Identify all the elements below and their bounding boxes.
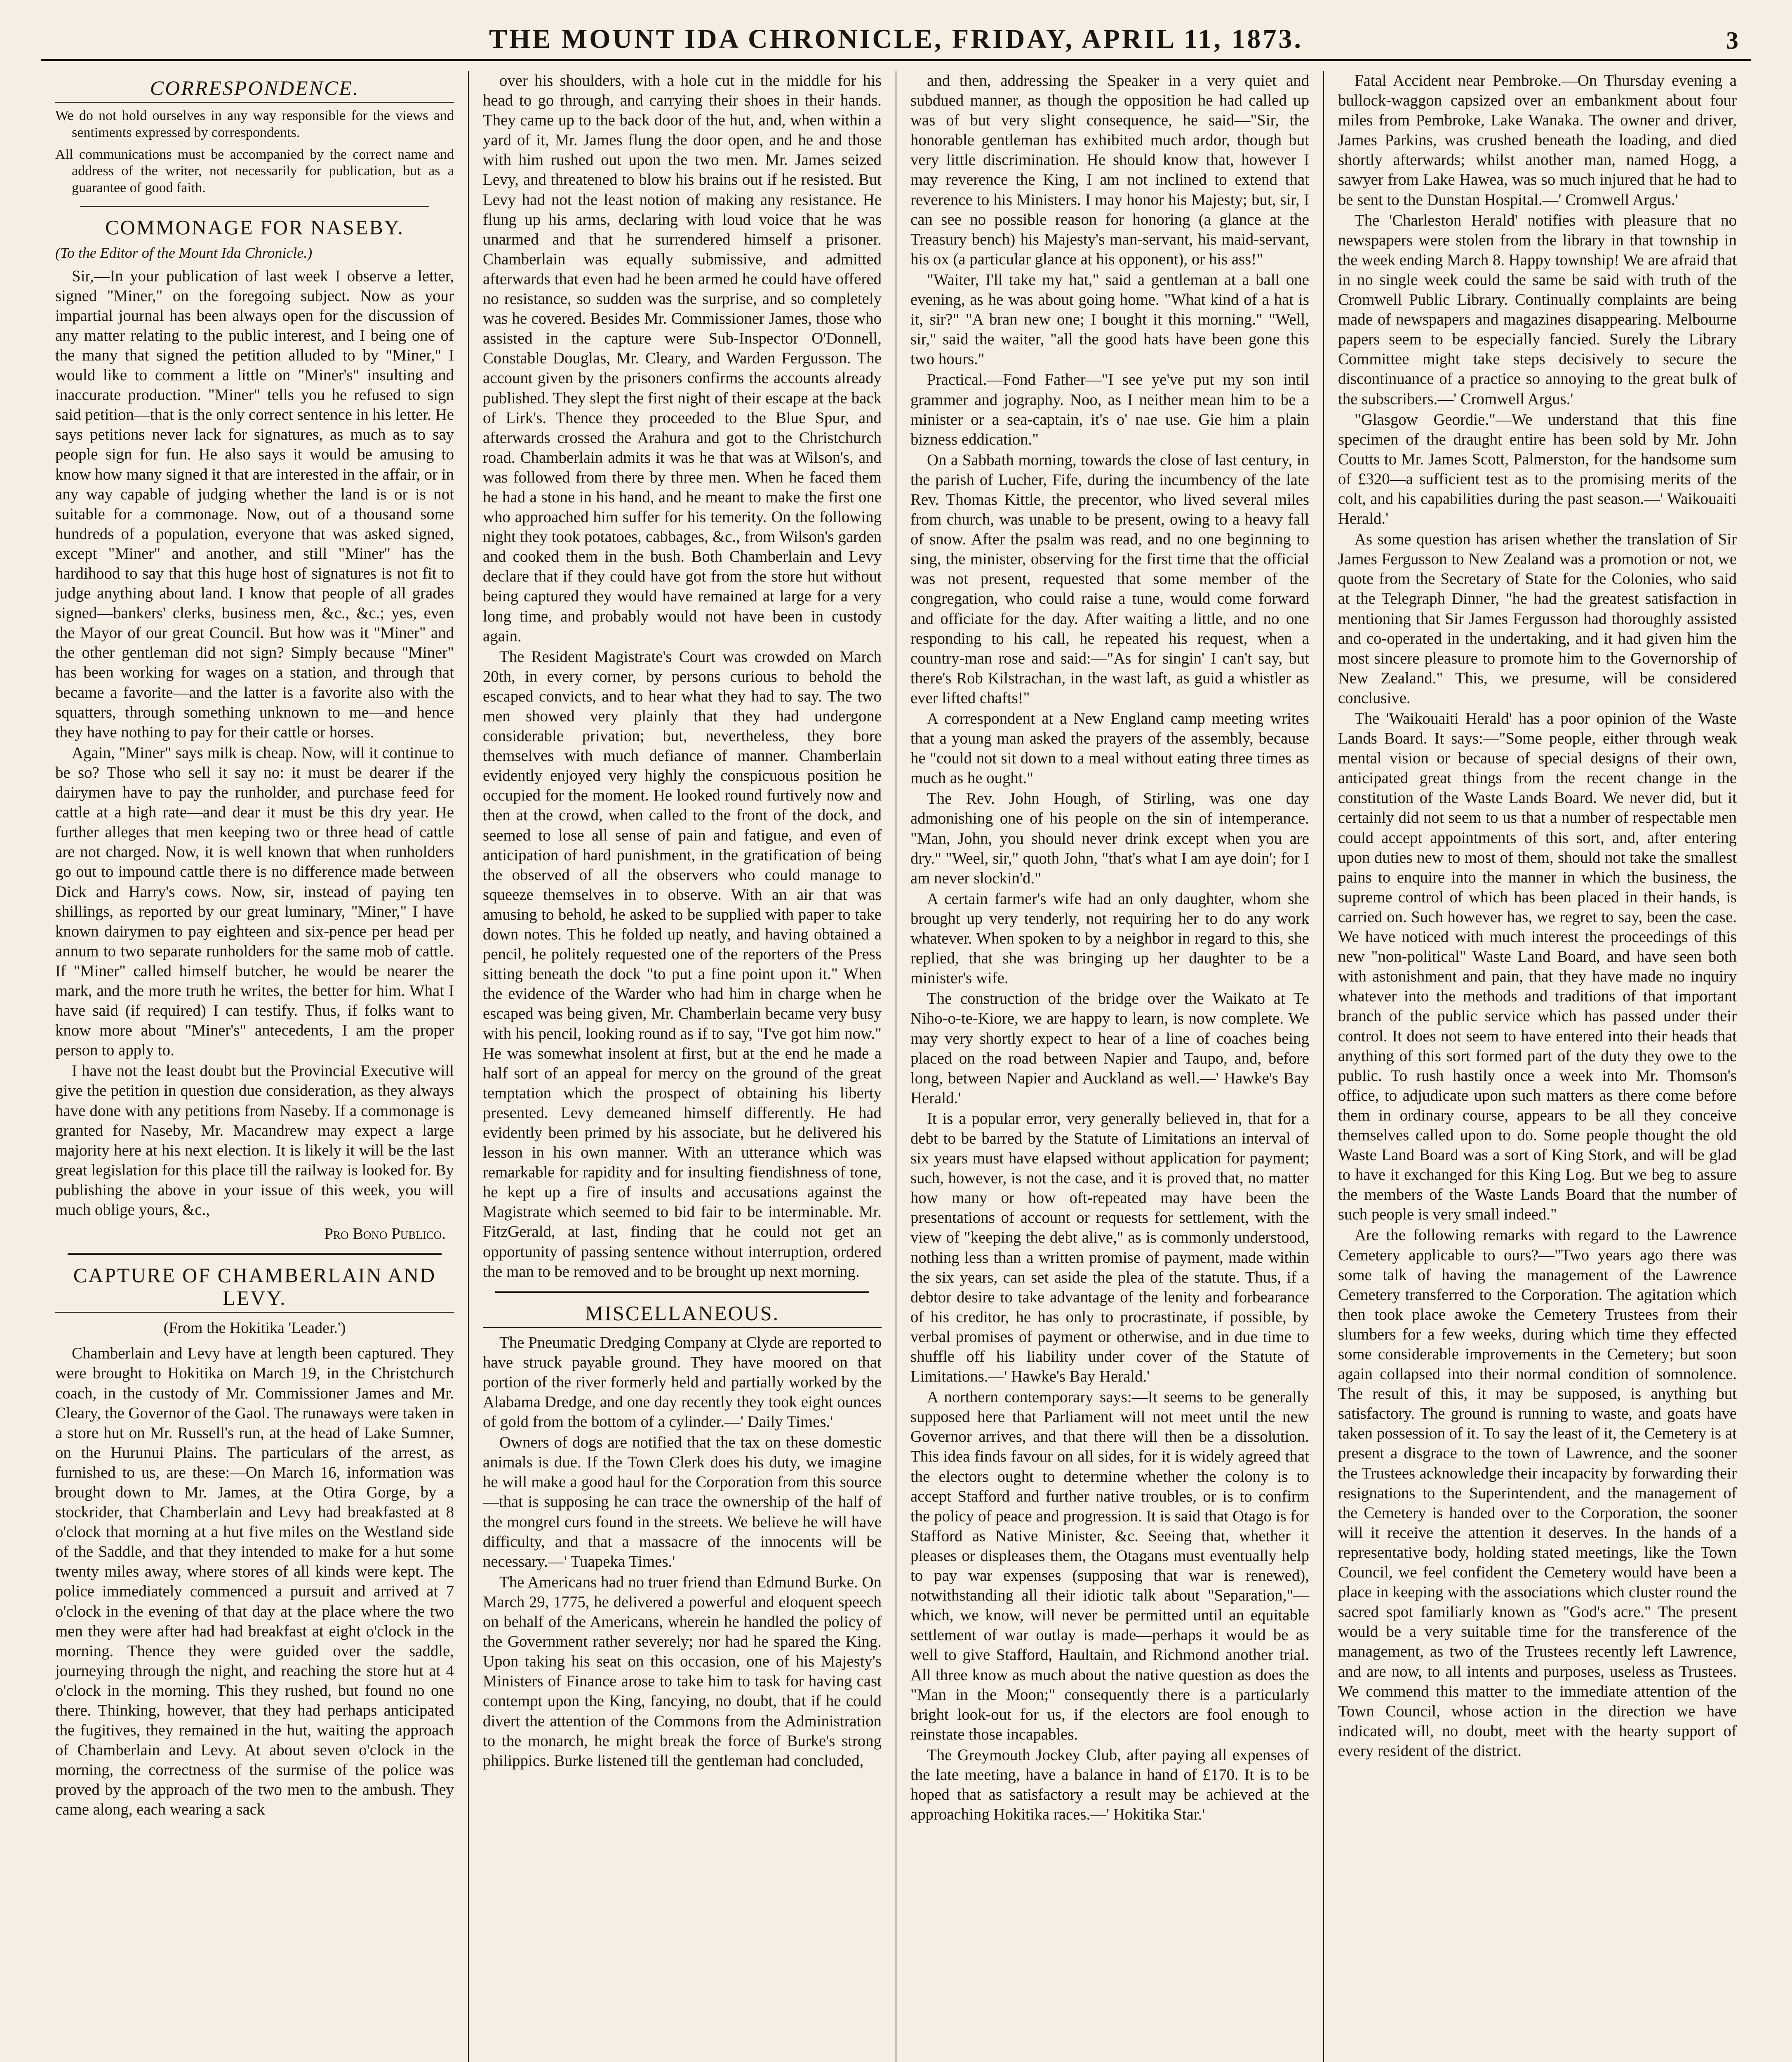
article-paragraph: It is a popular error, very generally believed in, that for a debt to be barred by the Statute of Limitations an interval of six years must have elapsed without application for payment; such, however, is not the case, and it is proved that, no matter how many or how oft-repeated may have been the presentations of account or requests for settlement, with the view of "keeping the debt alive," as is commonly understood, nothing less than a written promise of payment, made within the six years, can set aside the plea of the statute. Thus, if a debtor desire to take advantage of the lenity and forbearance of his creditor, he has only to procrastinate, if possible, by verbal promises of payment or otherwise, and in due time to shuffle off his liability under cover of the Statute of Limitations.—' Hawke's Bay Herald.' <box>910 1109 1309 1386</box>
article-paragraph: Are the following remarks with regard to the Lawrence Cemetery applicable to ours?—"Two years ago there was some talk of having the management of the Lawrence Cemetery transferred to the Corporation. The agitation which then took place awoke the Cemetery Trustees from their slumbers for a few weeks, during which time they effected some considerable improvements in the Cemetery; but soon again collapsed into their normal condition of somnolence. The result of this, it may be supposed, is anything but satisfactory. The ground is running to waste, and goats have taken possession of it. To say the least of it, the Cemetery is at present a disgrace to the town of Lawrence, and the sooner the Trustees acknowledge their incapacity by forwarding their resignations to the Superintendent, and the management of the Cemetery is handed over to the Corporation, the sooner will it receive the attention it deserves. In the hands of a representative body, holding stated meetings, like the Town Council, we feel confident the Cemetery would have been a place in keeping with the associations which cluster round the sacred spot familiarly known as "God's acre." The present would be a very suitable time for the transference of the management, as two of the Trustees recently left Lawrence, and are now, to all intents and purposes, useless as Trustees. We commend this matter to the immediate attention of the Town Council, whose action in the direction we have indicated will, no doubt, meet with the hearty support of every resident of the district. <box>1338 1226 1737 1760</box>
divider <box>68 1253 442 1255</box>
article-paragraph: and then, addressing the Speaker in a very quiet and subdued manner, as though the opposition he had called up was of but very slight consequence, he said—"Sir, the honorable gentleman has exhibited much ardor, though but very little discrimination. He should know that, however I may reverence the King, I am not inclined to extend that reverence to his Ministers. I may honor his Majesty; but, sir, I can see no possible reason for honoring (a glance at the Treasury bench) his Majesty's man-servant, his maid-servant, his ox (a particular glance at his opponent), or his ass!" <box>910 72 1309 268</box>
article-paragraph: Again, "Miner" says milk is cheap. Now, will it continue to be so? Those who sell it say no: it must be dearer if the dairymen have to pay the runholder, and purchase feed for cattle at a high rate—and dear it must be this dry year. He further alleges that men keeping two or three head of cattle are not charged. Now, it is well known that when runholders go out to impound cattle there is no difference made between Dick and Harry's cows. Now, sir, instead of paying ten shillings, as reported by our great luminary, "Miner," I have known dairymen to pay eighteen and six-pence per head per annum to two separate runholders for the same mob of cattle. If "Miner" called himself butcher, he would be nearer the mark, and the more truth he writes, the better for him. What I have said (if required) I can testify. Thus, if folks want to know more about "Miner's" antecedents, I am the proper person to apply to. <box>55 744 454 1059</box>
capture-source: (From the Hokitika 'Leader.') <box>163 1319 346 1337</box>
capture-continued <box>483 71 882 1282</box>
miscellaneous-body <box>483 1333 882 1771</box>
article-paragraph: Sir,—In your publication of last week I observe a letter, signed "Miner," on the foregoing subject. Now as your impartial journal has been always open for the discussion of any matter relating to the public interest, and I being one of the many that signed the petition alluded to by "Miner," I would like to comment a little on "Miner's" insulting and inaccurate production. "Miner" tells you he refused to sign said petition—that is the only correct sentence in his letter. He says petitions never lack for signatures, as much as to say people sign for fun. He also says it would be amusing to know how many signed it that are interested in the affair, or in any way capable of judging whether the land is or is not suitable for a commonage. Now, out of a thousand some hundreds of a population, everyone that was asked signed, except "Miner" and another, and still "Miner" has the hardihood to say that this huge host of signatures is not fit to judge anything about land. I know that people of all grades signed—bankers' clerks, business men, &c., &c.; yes, even the Mayor of our great Council. But how was it "Miner" and the other gentleman did not sign? Simply because "Miner" has been working for wages on a station, and through that became a favorite—and the latter is a favorite also with the squatters, through something unknown to me—and hence they have nothing to pay for their cattle or horses. <box>55 267 454 741</box>
article-paragraph: The Resident Magistrate's Court was crowded on March 20th, in every corner, by persons curious to behold the escaped convicts, and to hear what they had to say. The two men showed very plainly that they had undergone considerable privation; but, nevertheless, they bore themselves with much defiance of manner. Chamberlain evidently enjoyed very highly the conspicuous position he occupied for the moment. He looked round furtively now and then at the crowd, when called to the front of the dock, and seemed to lose all sense of pain and fatigue, and even of anticipation of hard punishment, in the gratification of being the observed of all the observers who could manage to squeeze themselves in to observe. With an air that was amusing to behold, he asked to be supplied with paper to take down notes. This he folded up neatly, and having obtained a pencil, he politely requested one of the reporters of the Press sitting beneath the dock "to put a fine point upon it." When the evidence of the Warder who had him in charge when he escaped was being given, Mr. Chamberlain became very busy with his pencil, looking round as if to say, "I've got him now." He was somewhat insolent at first, but at the end he made a half sort of an appeal for mercy on the ground of the great temptation which the prospect of obtaining his liberty presented. Levy demeaned himself differently. He had evidently been primed by his associate, but he delivered his lesson in his own manner. With an utterance which was remarkable for rapidity and for insulting fiendishness of tone, he kept up a fire of insults and accusations against the Magistrate which seemed to bid fair to be interminable. Mr. FitzGerald, at last, finding that he could not get an opportunity of passing sentence without interruption, ordered the man to be removed and to be brought up next morning. <box>483 647 882 1281</box>
correspondence-notice: All communications must be accompanied by the correct name and address of the writer, not necessarily for publication, but as a guarantee of good faith. <box>55 146 454 196</box>
capture-body <box>55 1344 454 1820</box>
capture-heading: CAPTURE OF CHAMBERLAIN AND LEVY. <box>55 1264 454 1313</box>
columns <box>41 71 1751 2062</box>
masthead <box>41 20 1751 61</box>
letter-body <box>55 266 454 1220</box>
article-paragraph: Chamberlain and Levy have at length been captured. They were brought to Hokitika on March 19, in the Christchurch coach, in the custody of Mr. Commissioner James and Mr. Cleary, the Governor of the Gaol. The runaways were taken in a store hut on Mr. Russell's run, at the head of Lake Sumner, on the Hurunui Plains. The particulars of the arrest, as furnished to us, are these:—On March 16, information was brought down to Mr. James, at the Otira Gorge, by a stockrider, that Chamberlain and Levy had breakfasted at 8 o'clock that morning at a hut five miles on the Westland side of the Saddle, and that they intended to make for a hut some twenty miles away, where stores of all kinds were kept. The police immediately commenced a pursuit and arrived at 7 o'clock in the evening of that day at the place where the two men they were after had had breakfast at eight o'clock in the morning. Thence they were guided over the saddle, journeying through the night, and reaching the store hut at 4 o'clock in the morning. This they rushed, but found no one there. Thinking, however, that they had perhaps anticipated the fugitives, they remained in the hut, waiting the approach of Chamberlain and Levy. At about seven o'clock in the morning, the correctness of the surmise of the police was proved by the approach of the two men to the ambush. They came along, each wearing a sack <box>55 1344 454 1819</box>
article-paragraph: "Waiter, I'll take my hat," said a gentleman at a ball one evening, as he was about going home. "What kind of a hat is it, sir?" "A bran new one; I bought it this morning." "Well, sir," said the waiter, "all the good hats have been gone this two hours." <box>910 271 1309 368</box>
correspondence-heading: CORRESPONDENCE. <box>55 77 454 103</box>
letter-address: (To the Editor of the Mount Ida Chronicle.) <box>55 244 313 261</box>
column-4 <box>1323 71 1751 2062</box>
news-items <box>1338 71 1737 1761</box>
article-paragraph: A northern contemporary says:—It seems to be generally supposed here that Parliament will not meet until the new Governor arrives, and that there will then be a dissolution. This idea finds favour on all sides, for it is widely agreed that the electors ought to determine whether the colony is to accept Stafford and further native troubles, or is to confirm the policy of peace and progression. It is said that Otago is for Stafford as Native Minister, &c. Seeing that, whether it pleases or displeases them, the Otagans must eventually help to pay war expenses (supposing that war is renewed), notwithstanding all their idiotic talk about "Separation,"—which, we know, will never be permitted until an equitable settlement of war outlay is made—perhaps it would be as well to give Stafford, Haultain, and Richmond another trial. All three know as much about the native question as does the "Man in the Moon;" consequently there is a particularly bright look-out for us, if the electors are fool enough to reinstate those incapables. <box>910 1388 1309 1743</box>
article-paragraph: I have not the least doubt but the Provincial Executive will give the petition in question due consideration, as they always have done with any petitions from Naseby. If a commonage is granted for Naseby, Mr. Macandrew may expect a large majority here at his next election. It is likely it will be the last great legislation for this place till the railway is looked for. By publishing the above in your issue of this week, you will much oblige yours, &c., <box>55 1062 454 1219</box>
miscellaneous-continued <box>910 71 1309 1824</box>
article-paragraph: The Greymouth Jockey Club, after paying all expenses of the late meeting, have a balance in hand of £170. It is to be hoped that as satisfactory a result may be achieved at the approaching Hokitika races.—' Hokitika Star.' <box>910 1746 1309 1824</box>
column-2 <box>468 71 896 2062</box>
column-1 <box>41 71 468 2062</box>
article-paragraph: Owners of dogs are notified that the tax on these domestic animals is due. If the Town Clerk does his duty, we imagine he will make a good haul for the Corporation from this source—that is supposing he can trace the ownership of the half of the mongrel curs found in the streets. We believe he will have difficulty, and that a massacre of the innocents will be necessary.—' Tuapeka Times.' <box>483 1434 882 1570</box>
article-paragraph: A correspondent at a New England camp meeting writes that a young man asked the prayers of the assembly, because he "could not sit down to a meal without eating three times as much as he ought." <box>910 710 1309 787</box>
article-paragraph: The Rev. John Hough, of Stirling, was one day admonishing one of his people on the sin of intemperance. "Man, John, you should never drink except when you are dry." "Weel, sir," quoth John, "that's what I am aye doin'; for I am never slockin'd." <box>910 790 1309 887</box>
article-paragraph: As some question has arisen whether the translation of Sir James Fergusson to New Zealand was a promotion or not, we quote from the Secretary of State for the Colonies, who said at the Telegraph Dinner, "he had the greatest satisfaction in mentioning that Sir James Fergusson had thoroughly assisted and co-operated in the undertaking, and it had given him the most sincere pleasure to promote him to the Governorship of New Zealand." This, we presume, will be considered conclusive. <box>1338 530 1737 707</box>
article-paragraph: over his shoulders, with a hole cut in the middle for his head to go through, and carrying their shoes in their hands. They came up to the back door of the hut, and, when within a yard of it, Mr. James flung the door open, and he and those with him rushed out upon the two men. Mr. James seized Levy, and threatened to blow his brains out if he resisted. But Levy had not the least notion of making any resistance. He flung up his arms, declaring with loud voice that he was unarmed and that he surrendered himself a prisoner. Chamberlain was equally submissive, and admitted afterwards that even had he been armed he could have offered no resistance, so sudden was the surprise, and so completely was he covered. Besides Mr. Commissioner James, those who assisted in the capture were Sub-Inspector O'Donnell, Constable Douglas, Mr. Cleary, and Warden Fergusson. The account given by the prisoners confirms the accounts already published. They slept the first night of their escape at the back of Lirk's. Thence they proceeded to the Blue Spur, and afterwards crossed the Arahura and got to the Christchurch road. Chamberlain admits it was he that was at Wilson's, and was followed from there by three men. When he faced them he had a stone in his hand, and he meant to make the first one who approached him suffer for his temerity. On the following night they took potatoes, cabbages, &c., from Wilson's garden and cooked them in the bush. Both Chamberlain and Levy declare that if they could have got from the store hut without being captured they would have remained at large for a very long time, and probably would not have been in custody again. <box>483 72 882 645</box>
article-paragraph: The 'Waikouaiti Herald' has a poor opinion of the Waste Lands Board. It says:—"Some people, either through weak mental vision or because of special designs of their own, anticipated great things from the recent change in the constitution of the Waste Lands Board. We never did, but it certainly did not seem to us that a number of respectable men could accept appointments of this sort, and, after entering upon duties new to most of them, should not take the smallest pains to enquire into the manner in which the business, the supreme control of which has been placed in their hands, is carried on. Such however has, we regret to say, been the case. We have noticed with much interest the proceedings of this new "non-political" Waste Land Board, and have seen both with astonishment and pain, that they have made no inquiry whatever into the methods and traditions of that important branch of the public service which has passed under their control. It does not seem to have entered into their heads that anything of this sort formed part of the duty they owe to the public. To rush hastily once a week into Mr. Thomson's office, to adjudicate upon such matters as there come before them in ordinary course, appears to be all they conceive themselves called upon to do. Some people thought the old Waste Land Board was a sort of King Stork, and will be glad to have it exchanged for this King Log. But we beg to assure the members of the Waste Lands Board that the number of such people is very small indeed." <box>1338 710 1737 1224</box>
masthead-title: THE MOUNT IDA CHRONICLE, FRIDAY, APRIL 11, 1873. <box>489 24 1303 54</box>
article-paragraph: The Pneumatic Dredging Company at Clyde are reported to have struck payable ground. They have moored on that portion of the river formerly held and partially worked by the Alabama Dredge, and one day recently they took eight ounces of gold from the bottom of a cylinder.—' Daily Times.' <box>483 1333 882 1431</box>
column-3 <box>896 71 1323 2062</box>
article-paragraph: Fatal Accident near Pembroke.—On Thursday evening a bullock-waggon capsized over an embankment about four miles from Pembroke, Lake Wanaka. The owner and driver, James Parkins, was crushed beneath the loading, and died shortly afterwards; whilst another man, named Hogg, a sawyer from Lake Hawea, was so much injured that he had to be sent to the Dunstan Hospital.—' Cromwell Argus.' <box>1338 72 1737 209</box>
article-paragraph: Practical.—Fond Father—"I see ye've put my son intil grammer and jography. Noo, as I neither mean him to be a minister or a sea-captain, it's o' nae use. Gie him a plain bizness eddication." <box>910 371 1309 448</box>
page-number: 3 <box>1726 27 1738 54</box>
miscellaneous-heading: MISCELLANEOUS. <box>483 1302 882 1328</box>
article-paragraph: "Glasgow Geordie."—We understand that this fine specimen of the draught entire has been sold by Mr. John Coutts to Mr. James Scott, Palmerston, for the handsome sum of £320—a sufficient test as to the promising merits of the colt, and his capabilities during the past season.—' Waikouaiti Herald.' <box>1338 410 1737 528</box>
article-paragraph: The Americans had no truer friend than Edmund Burke. On March 29, 1775, he delivered a powerful and eloquent speech on behalf of the Americans, wherein he handled the policy of the Government rather severely; nor had he spared the King. Upon taking his seat on this occasion, one of his Majesty's Ministers of Finance arose to take him to task for having cast contempt upon the King, fancying, no doubt, that if he could divert the attention of the Commons from the Administration to the monarch, he might break the force of Burke's strong philippics. Burke listened till the gentleman had concluded, <box>483 1573 882 1770</box>
correspondence-notice: We do not hold ourselves in any way responsible for the views and sentiments expressed by correspondents. <box>55 108 454 140</box>
divider <box>80 206 429 207</box>
article-paragraph: The 'Charleston Herald' notifies with pleasure that no newspapers were stolen from the library in that township in the week ending March 8. Happy township! We are afraid that in no single week could the same be said with truth of the Cromwell Public Library. Continually complaints are being made of newspapers and magazines disappearing. Melbourne papers seem to be especially fancied. Surely the Library Committee might take steps decisively to secure the discontinuance of a practice so annoying to the great bulk of the subscribers.—' Cromwell Argus.' <box>1338 211 1737 408</box>
divider <box>495 1291 869 1293</box>
article-paragraph: The construction of the bridge over the Waikato at Te Niho-o-te-Kiore, we are happy to learn, is now complete. We may very shortly expect to hear of a line of coaches being placed on the road between Napier and Taupo, and, before long, between Napier and Auckland as well.—' Hawke's Bay Herald.' <box>910 990 1309 1107</box>
letter-signature: Pro Bono Publico. <box>324 1225 446 1243</box>
article-paragraph: A certain farmer's wife had an only daughter, whom she brought up very tenderly, not requiring her to do any work whatever. When spoken to by a neighbor in regard to this, she replied, that she was bringing up her daughter to be a minister's wife. <box>910 890 1309 987</box>
letter-heading: COMMONAGE FOR NASEBY. <box>105 215 404 239</box>
article-paragraph: On a Sabbath morning, towards the close of last century, in the parish of Lucher, Fife, during the incumbency of the late Rev. Thomas Kittle, the precentor, who lived several miles from church, was unable to be present, owing to a heavy fall of snow. After the psalm was read, and no one beginning to sing, the minister, observing for the first time that the official was not present, requested that some member of the congregation, who could raise a tune, would come forward and officiate for the day. After waiting a little, and no one responding to his call, he repeated his request, when a country-man rose and said:—"As for singin' I can't say, but there's Rob Kilstrachan, in the wast laft, as guid a whistler as ever lifted chafts!" <box>910 451 1309 707</box>
